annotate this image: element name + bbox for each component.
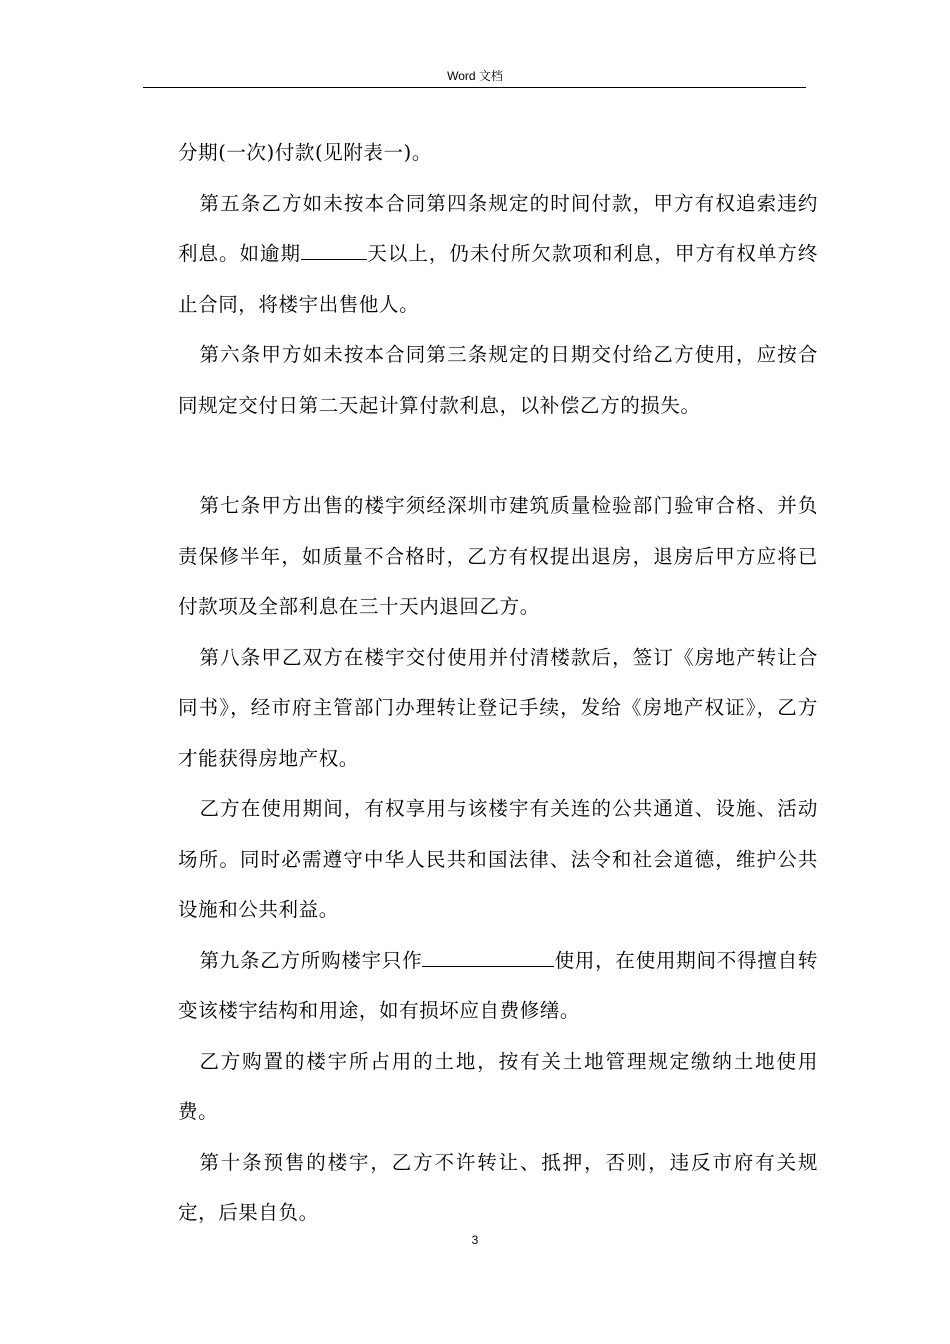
paragraph-installment-payment: 分期(一次)付款(见附表一)。 bbox=[178, 141, 432, 164]
paragraph-article-5 bbox=[178, 179, 818, 331]
article-9-text-after-blank: 使用，在使用期间不得擅自转变该楼宇结构和用途，如有损坏应自费修缮。 bbox=[178, 948, 818, 1022]
page-number: 3 bbox=[471, 1233, 479, 1247]
paragraph-usage-rights: 乙方在使用期间，有权享用与该楼宇有关连的公共通道、设施、活动场所。同时必需遵守中华人民共和国法律、法令和社会道德，维护公共设施和公共利益。 bbox=[178, 797, 818, 921]
page-header: Word 文档 bbox=[447, 69, 503, 83]
overdue-days-blank bbox=[301, 241, 367, 260]
paragraph-article-10: 第十条预售的楼宇，乙方不许转让、抵押，否则，违反市府有关规定，后果自负。 bbox=[178, 1150, 818, 1224]
paragraph-article-7: 第七条甲方出售的楼宇须经深圳市建筑质量检验部门验审合格、并负责保修半年，如质量不合格时，乙方有权提出退房，退房后甲方应将已付款项及全部利息在三十天内退回乙方。 bbox=[178, 494, 818, 618]
article-5-text-before-blank: 第五条乙方如未按本合同第四条规定的时间付款，甲方有权追索违约利息。如逾期 bbox=[178, 191, 818, 265]
paragraph-spacer bbox=[178, 431, 818, 481]
paragraph-article-8: 第八条甲乙双方在楼宇交付使用并付清楼款后，签订《房地产转让合同书》，经市府主管部门办理转让登记手续，发给《房地产权证》，乙方才能获得房地产权。 bbox=[178, 645, 818, 770]
usage-purpose-blank bbox=[422, 948, 554, 967]
header-divider bbox=[143, 87, 806, 88]
paragraph-article-6: 第六条甲方如未按本合同第三条规定的日期交付给乙方使用，应按合同规定交付日第二天起计算付款利息，以补偿乙方的损失。 bbox=[178, 343, 818, 417]
article-9-text-before-blank: 第九条乙方所购楼宇只作 bbox=[199, 948, 423, 972]
paragraph-land-use-fee: 乙方购置的楼宇所占用的土地，按有关土地管理规定缴纳土地使用费。 bbox=[178, 1049, 818, 1123]
article-5-text-after-blank: 天以上，仍未付所欠款项和利息，甲方有权单方终止合同，将楼宇出售他人。 bbox=[178, 242, 818, 316]
document-body bbox=[178, 128, 818, 1239]
paragraph-article-9 bbox=[178, 936, 818, 1037]
